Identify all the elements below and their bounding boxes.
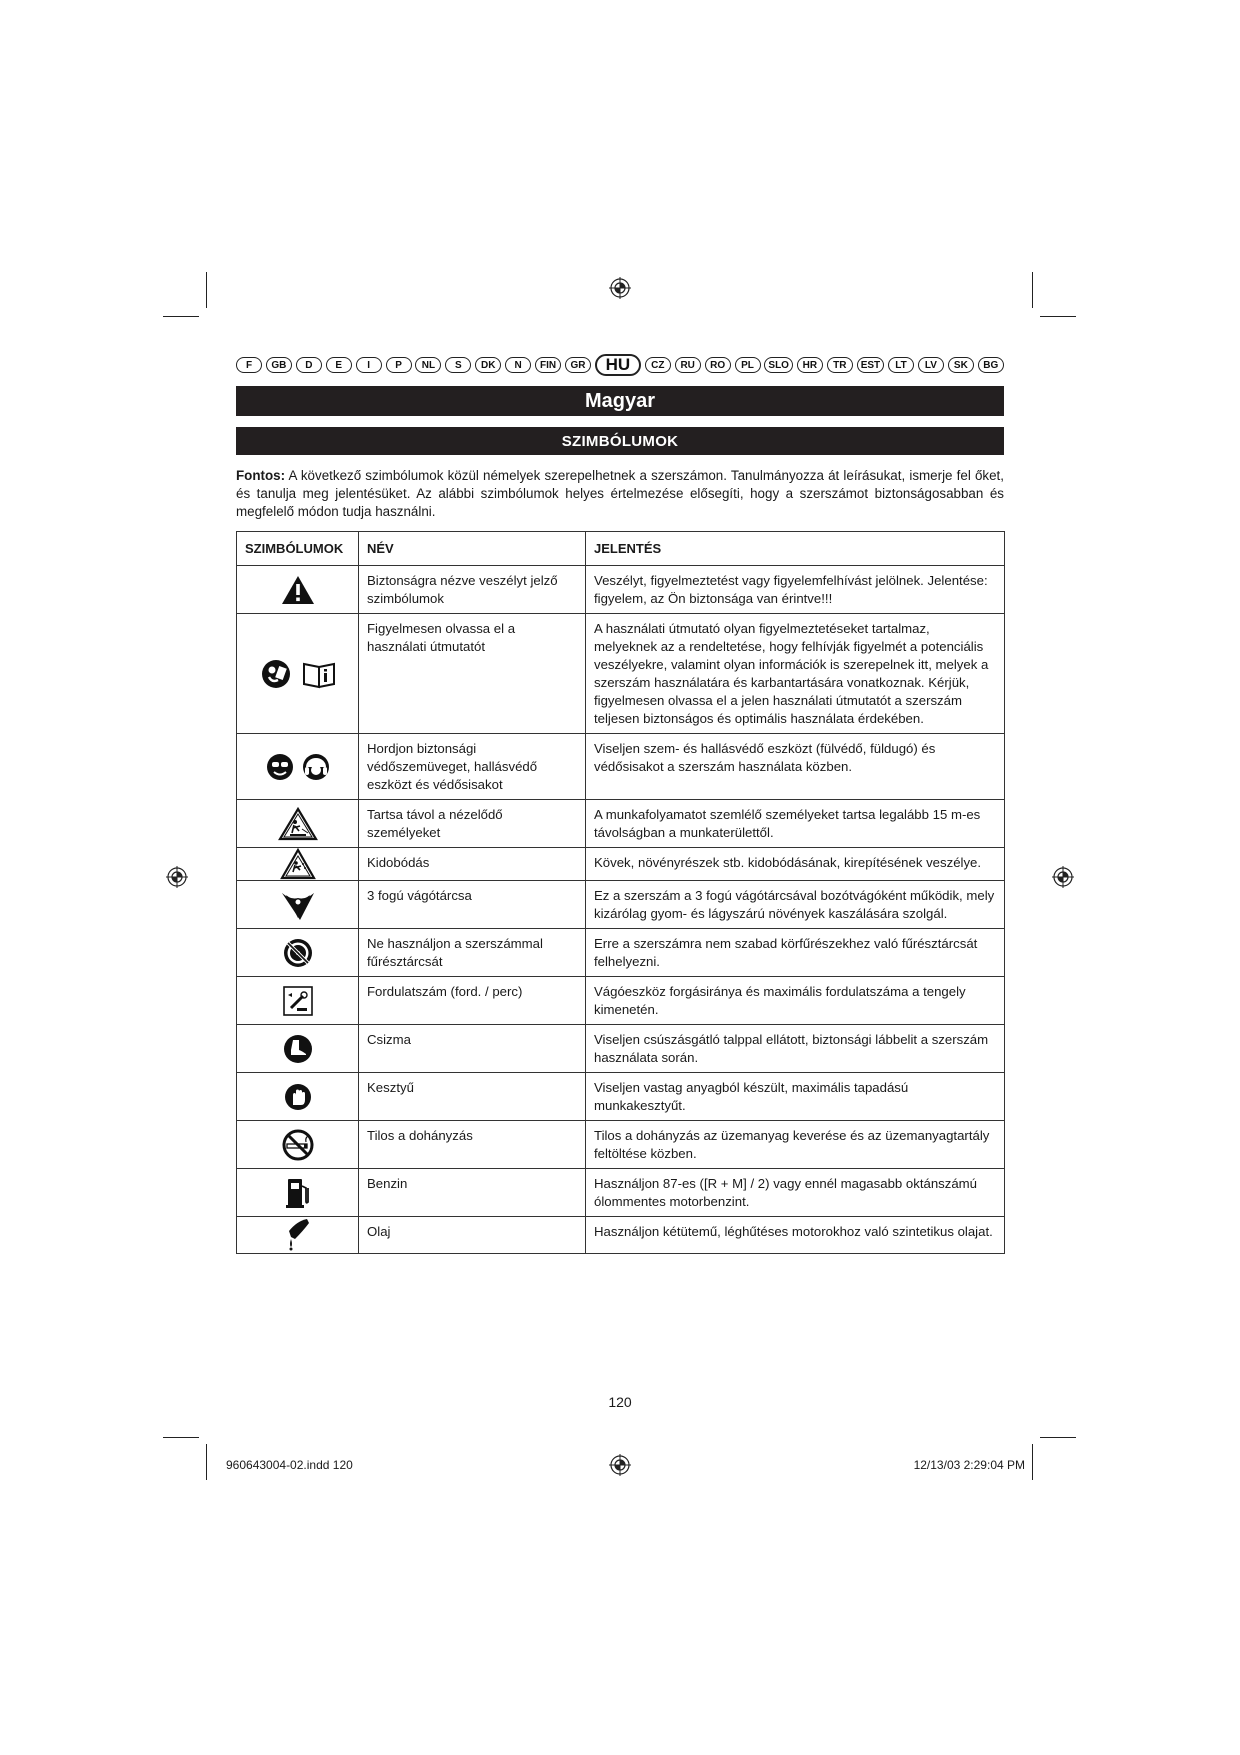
symbol-name: Olaj	[359, 1217, 586, 1254]
intro-paragraph	[236, 467, 1004, 521]
symbol-cell	[237, 848, 359, 881]
language-tab-cz: CZ	[645, 357, 671, 373]
language-tab-gr: GR	[565, 357, 591, 373]
table-row	[237, 566, 1005, 614]
crop-mark	[206, 272, 207, 308]
language-tab-fin: FIN	[535, 357, 561, 373]
symbol-meaning: Tilos a dohányzás az üzemanyag keverése és az üzemanyagtartály feltöltése közben.	[586, 1121, 1005, 1169]
table-row	[237, 977, 1005, 1025]
symbol-name: Hordjon biztonsági védőszemüveget, hallásvédő eszközt és védősisakot	[359, 734, 586, 800]
symbol-meaning: Viseljen szem- és hallásvédő eszközt (fülvédő, füldugó) és védősisakot a szerszám használata közben.	[586, 734, 1005, 800]
no-smoking-icon	[281, 1136, 315, 1151]
symbol-cell	[237, 800, 359, 848]
symbol-meaning: A munkafolyamatot szemlélő személyeket tartsa legalább 15 m-es távolságban a munkaterülettől.	[586, 800, 1005, 848]
symbol-name: Tartsa távol a nézelődő személyeket	[359, 800, 586, 848]
keep-distance-icon	[278, 815, 318, 830]
language-tab-ru: RU	[675, 357, 701, 373]
symbol-cell	[237, 881, 359, 929]
footer-date: 12/13/03 2:29:04 PM	[913, 1458, 1025, 1472]
language-tab-d: D	[296, 357, 322, 373]
language-tab-i: I	[356, 357, 382, 373]
symbol-meaning: Ez a szerszám a 3 fogú vágótárcsával bozótvágóként működik, mely kizárólag gyom- és lágyszárú növények kaszálására szolgál.	[586, 881, 1005, 929]
language-tab-e: E	[326, 357, 352, 373]
table-row	[237, 1121, 1005, 1169]
language-tab-lt: LT	[888, 357, 914, 373]
intro-label: Fontos:	[236, 468, 286, 483]
symbol-meaning: A használati útmutató olyan figyelmeztetéseket tartalmaz, melyeknek az a rendeltetése, hogy felhívják figyelmét a potenciális veszélyekre, valamint olyan információk is szerepelnek itt, melyek a szerszám használatára és karbantartására vonatkoznak. Kérjük, figyelmesen olvassa el a jelen használati útmutatót a szerszám teljesen biztonságos és optimális használata érdekében.	[586, 614, 1005, 734]
symbol-meaning: Vágóeszköz forgásiránya és maximális fordulatszáma a tengely kimenetén.	[586, 977, 1005, 1025]
crop-mark	[1040, 1437, 1076, 1438]
language-tab-dk: DK	[475, 357, 501, 373]
symbol-cell	[237, 1073, 359, 1121]
table-row	[237, 734, 1005, 800]
language-bar	[236, 354, 1004, 376]
symbol-name: Kidobódás	[359, 848, 586, 881]
page-title: Magyar	[236, 386, 1004, 416]
table-row	[237, 881, 1005, 929]
symbol-cell	[237, 1121, 359, 1169]
column-header-meaning: JELENTÉS	[586, 532, 1005, 566]
intro-text: A következő szimbólumok közül némelyek szerepelhetnek a szerszámon. Tanulmányozza át leírásukat, ismerje fel őket, és tanulja meg jelentésüket. Az alábbi szimbólumok helyes értelmezése elősegíti, hogy a szerszámot biztonságosabban és megfelelő módon tudja használni.	[236, 468, 1004, 519]
no-saw-blade-icon	[282, 944, 314, 959]
language-tab-hu: HU	[595, 354, 641, 376]
language-tab-n: N	[505, 357, 531, 373]
symbol-meaning: Viseljen vastag anyagból készült, maximális tapadású munkakesztyűt.	[586, 1073, 1005, 1121]
language-tab-lv: LV	[918, 357, 944, 373]
language-tab-pl: PL	[735, 357, 761, 373]
symbol-cell	[237, 1169, 359, 1217]
boot-icon	[282, 1040, 314, 1055]
crop-mark	[163, 1437, 199, 1438]
language-tab-ro: RO	[705, 357, 731, 373]
crop-mark	[1032, 1444, 1033, 1480]
table-row	[237, 848, 1005, 881]
crop-mark	[1032, 272, 1033, 308]
footer-file-info: 960643004-02.indd 120	[226, 1458, 353, 1472]
symbol-name: Tilos a dohányzás	[359, 1121, 586, 1169]
symbol-cell	[237, 566, 359, 614]
language-tab-nl: NL	[415, 357, 441, 373]
symbol-cell	[237, 1025, 359, 1073]
table-row	[237, 614, 1005, 734]
table-header-row	[237, 532, 1005, 566]
language-tab-gb: GB	[266, 357, 292, 373]
language-tab-est: EST	[857, 357, 884, 373]
symbol-cell	[237, 1217, 359, 1254]
rpm-icon	[283, 992, 313, 1007]
language-tab-hr: HR	[797, 357, 823, 373]
symbol-name: 3 fogú vágótárcsa	[359, 881, 586, 929]
table-row	[237, 800, 1005, 848]
glove-icon	[283, 1088, 313, 1103]
symbol-meaning: Viseljen csúszásgátló talppal ellátott, biztonsági lábbelit a szerszám használata során.	[586, 1025, 1005, 1073]
symbol-name: Fordulatszám (ford. / perc)	[359, 977, 586, 1025]
registration-mark-icon	[1052, 866, 1074, 888]
symbol-meaning: Használjon kétütemű, léghűtéses motorokhoz való szintetikus olajat.	[586, 1217, 1005, 1254]
section-heading: SZIMBÓLUMOK	[236, 427, 1004, 455]
language-tab-slo: SLO	[764, 357, 793, 373]
symbol-name: Ne használjon a szerszámmal fűrésztárcsát	[359, 929, 586, 977]
crop-mark	[206, 1444, 207, 1480]
symbol-meaning: Kövek, növényrészek stb. kidobódásának, kirepítésének veszélye.	[586, 848, 1005, 881]
language-tab-s: S	[445, 357, 471, 373]
symbol-meaning: Erre a szerszámra nem szabad körfűrészekhez való fűrésztárcsát felhelyezni.	[586, 929, 1005, 977]
symbol-cell	[237, 734, 359, 800]
crop-mark	[163, 316, 199, 317]
symbol-meaning: Használjon 87-es ([R + M] / 2) vagy ennél magasabb oktánszámú ólommentes motorbenzint.	[586, 1169, 1005, 1217]
symbol-cell	[237, 929, 359, 977]
protective-gear-icon	[265, 758, 331, 773]
symbol-table	[236, 531, 1005, 1254]
column-header-name: NÉV	[359, 532, 586, 566]
table-row	[237, 929, 1005, 977]
table-row	[237, 1073, 1005, 1121]
symbol-cell	[237, 977, 359, 1025]
warning-triangle-icon	[281, 581, 315, 596]
symbol-name: Figyelmesen olvassa el a használati útmutatót	[359, 614, 586, 734]
symbol-name: Benzin	[359, 1169, 586, 1217]
symbol-name: Csizma	[359, 1025, 586, 1073]
thrown-objects-icon	[280, 855, 316, 870]
language-tab-sk: SK	[948, 357, 974, 373]
table-row	[237, 1217, 1005, 1254]
oil-can-icon	[285, 1226, 311, 1241]
symbol-name: Kesztyű	[359, 1073, 586, 1121]
table-row	[237, 1025, 1005, 1073]
crop-mark	[1040, 316, 1076, 317]
symbol-meaning: Veszélyt, figyelmeztetést vagy figyelemfelhívást jelölnek. Jelentése: figyelem, az Ön biztonsága van érintve!!!	[586, 566, 1005, 614]
language-tab-bg: BG	[978, 357, 1004, 373]
three-tooth-blade-icon	[280, 896, 316, 911]
language-tab-p: P	[386, 357, 412, 373]
table-row	[237, 1169, 1005, 1217]
registration-mark-icon	[609, 1454, 631, 1476]
column-header-symbols: SZIMBÓLUMOK	[237, 532, 359, 566]
read-manual-icon	[260, 665, 336, 680]
registration-mark-icon	[609, 277, 631, 299]
symbol-name: Biztonságra nézve veszélyt jelző szimbólumok	[359, 566, 586, 614]
symbol-cell	[237, 614, 359, 734]
language-tab-tr: TR	[827, 357, 853, 373]
page-number: 120	[608, 1394, 632, 1410]
registration-mark-icon	[166, 866, 188, 888]
fuel-pump-icon	[285, 1184, 311, 1199]
language-tab-f: F	[236, 357, 262, 373]
